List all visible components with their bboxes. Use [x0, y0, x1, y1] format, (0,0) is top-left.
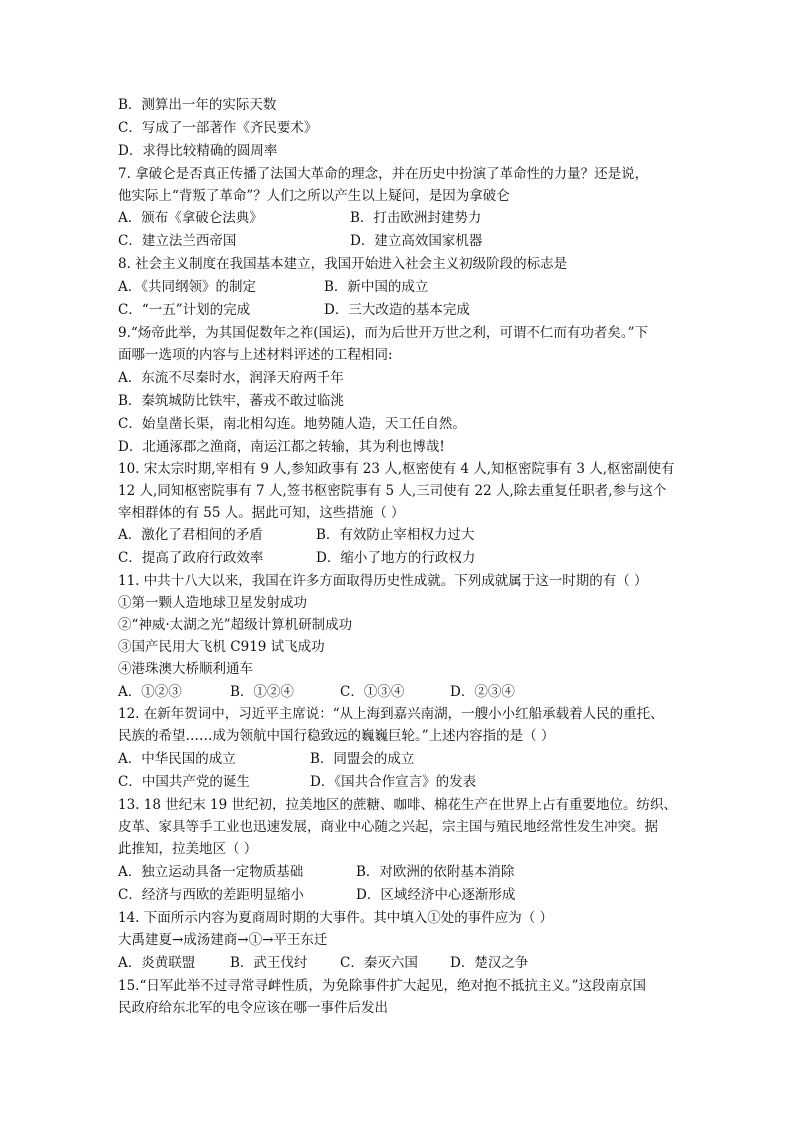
q15-stem-line2: 民政府给东北军的电令应该在哪一事件后发出 — [118, 1000, 388, 1016]
q8-stem-line1: 8. 社会主义制度在我国基本建立，我国开始进入社会主义初级阶段的标志是 — [118, 256, 568, 272]
q14-option-b: B．武王伐纣 — [230, 955, 308, 971]
q10-stem-line2: 12 人,同知枢密院事有 7 人,签书枢密院事有 5 人,三司使有 22 人,除去重复任职者,参与这个 — [118, 483, 667, 499]
q12-option-b: B．同盟会的成立 — [310, 751, 415, 767]
q7-stem-line1: 7. 拿破仑是否真正传播了法国大革命的理念，并在历史中扮演了革命性的力量？还是说， — [118, 166, 649, 182]
q11-option-b: B．①②④ — [230, 684, 294, 700]
q13-option-a: A．独立运动具备一定物质基础 — [118, 864, 304, 880]
q8-option-d: D．三大改造的基本完成 — [324, 302, 470, 318]
q7-option-b: B．打击欧洲封建势力 — [350, 210, 482, 226]
q10-option-a: A．激化了君相间的矛盾 — [118, 527, 263, 543]
q13-stem-line3: 此推知，拉美地区（ ） — [118, 841, 258, 857]
q13-option-d: D．区域经济中心逐渐形成 — [356, 887, 516, 903]
q14-option-c: C．秦灭六国 — [340, 955, 418, 971]
q8-option-c: C．“一五”计划的完成 — [118, 302, 251, 318]
q13-option-c: C．经济与西欧的差距明显缩小 — [118, 887, 304, 903]
q11-item-3: ③国产民用大飞机 C919 试飞成功 — [118, 639, 325, 655]
q12-stem-line2: 民族的希望……成为领航中国行稳致远的巍巍巨轮。”上述内容指的是（ ） — [118, 728, 555, 744]
q9-stem-line2: 面哪一选项的内容与上述材料评述的工程相同: — [118, 347, 393, 363]
q6-option-c: C．写成了一部著作《齐民要术》 — [118, 120, 318, 136]
q8-option-a: A．《共同纲领》的制定 — [118, 279, 256, 295]
q7-option-d: D．建立高效国家机器 — [350, 233, 483, 249]
q6-option-b: B．测算出一年的实际天数 — [118, 97, 277, 113]
q12-option-a: A．中华民国的成立 — [118, 751, 236, 767]
q10-option-b: B．有效防止宰相权力过大 — [316, 527, 475, 543]
q11-stem-line1: 11. 中共十八大以来，我国在许多方面取得历史性成就。下列成就属于这一时期的有（ ） — [118, 573, 648, 589]
q8-option-b: B．新中国的成立 — [324, 279, 429, 295]
q9-option-d: D．北通涿郡之渔商，南运江都之转输，其为利也博哉! — [118, 439, 445, 455]
q11-option-c: C．①③④ — [340, 684, 405, 700]
q11-item-1: ①第一颗人造地球卫星发射成功 — [118, 595, 307, 611]
q10-option-d: D．缩小了地方的行政权力 — [316, 550, 476, 566]
q10-stem-line1: 10. 宋太宗时期,宰相有 9 人,参知政事有 23 人,枢密使有 4 人,知枢密院事有 3 人,枢密副使有 — [118, 461, 675, 477]
q13-stem-line2: 皮革、家具等手工业也迅速发展，商业中心随之兴起，宗主国与殖民地经常性发生冲突。据 — [118, 819, 658, 835]
q12-option-c: C．中国共产党的诞生 — [118, 774, 250, 790]
q9-stem-line1: 9.“炀帝此举，为其国促数年之祚(国运)，而为后世开万世之利，可谓不仁而有功者矣。”下 — [118, 325, 648, 341]
q14-option-d: D．楚汉之争 — [450, 955, 529, 971]
q9-option-b: B．秦筑城防比铁牢，蕃戎不敢过临洮 — [118, 393, 344, 409]
q6-option-d: D．求得比较精确的圆周率 — [118, 143, 278, 159]
q7-option-c: C．建立法兰西帝国 — [118, 233, 237, 249]
q12-option-d: D．《国共合作宣言》的发表 — [310, 774, 477, 790]
q13-stem-line1: 13. 18 世纪末 19 世纪初，拉美地区的蔗糖、咖啡、棉花生产在世界上占有重要地位。纺织、 — [118, 797, 677, 813]
q14-stem-line1: 14. 下面所示内容为夏商周时期的大事件。其中填入①处的事件应为（ ） — [118, 910, 554, 926]
q7-option-a: A．颁布《拿破仑法典》 — [118, 210, 263, 226]
q10-stem-line3: 宰相群体的有 55 人。据此可知，这些措施（ ） — [118, 505, 405, 521]
q11-item-2: ②“神威·太湖之光”超级计算机研制成功 — [118, 617, 353, 633]
q14-option-a: A．炎黄联盟 — [118, 955, 196, 971]
q9-option-c: C．始皇凿长渠，南北相勾连。地势随人造，天工任自然。 — [118, 416, 466, 432]
q14-stem-line2: 大禹建夏→成汤建商→①→平王东迁 — [118, 932, 328, 948]
q7-stem-line2: 他实际上“背叛了革命”？人们之所以产生以上疑问，是因为拿破仑 — [118, 188, 510, 204]
q9-option-a: A．东流不尽秦时水，润泽天府两千年 — [118, 370, 344, 386]
q12-stem-line1: 12. 在新年贺词中，习近平主席说：“从上海到嘉兴南湖，一艘小小红船承载着人民的重托、 — [118, 706, 664, 722]
q11-option-a: A．①②③ — [118, 684, 182, 700]
q15-stem-line1: 15.“日军此举不过寻常寻衅性质，为免除事件扩大起见，绝对抱不抵抗主义。”这段南京国 — [118, 978, 647, 994]
q11-option-d: D．②③④ — [450, 684, 515, 700]
q13-option-b: B．对欧洲的依附基本消除 — [356, 864, 515, 880]
q10-option-c: C．提高了政府行政效率 — [118, 550, 264, 566]
q11-item-4: ④港珠澳大桥顺利通车 — [118, 661, 253, 677]
